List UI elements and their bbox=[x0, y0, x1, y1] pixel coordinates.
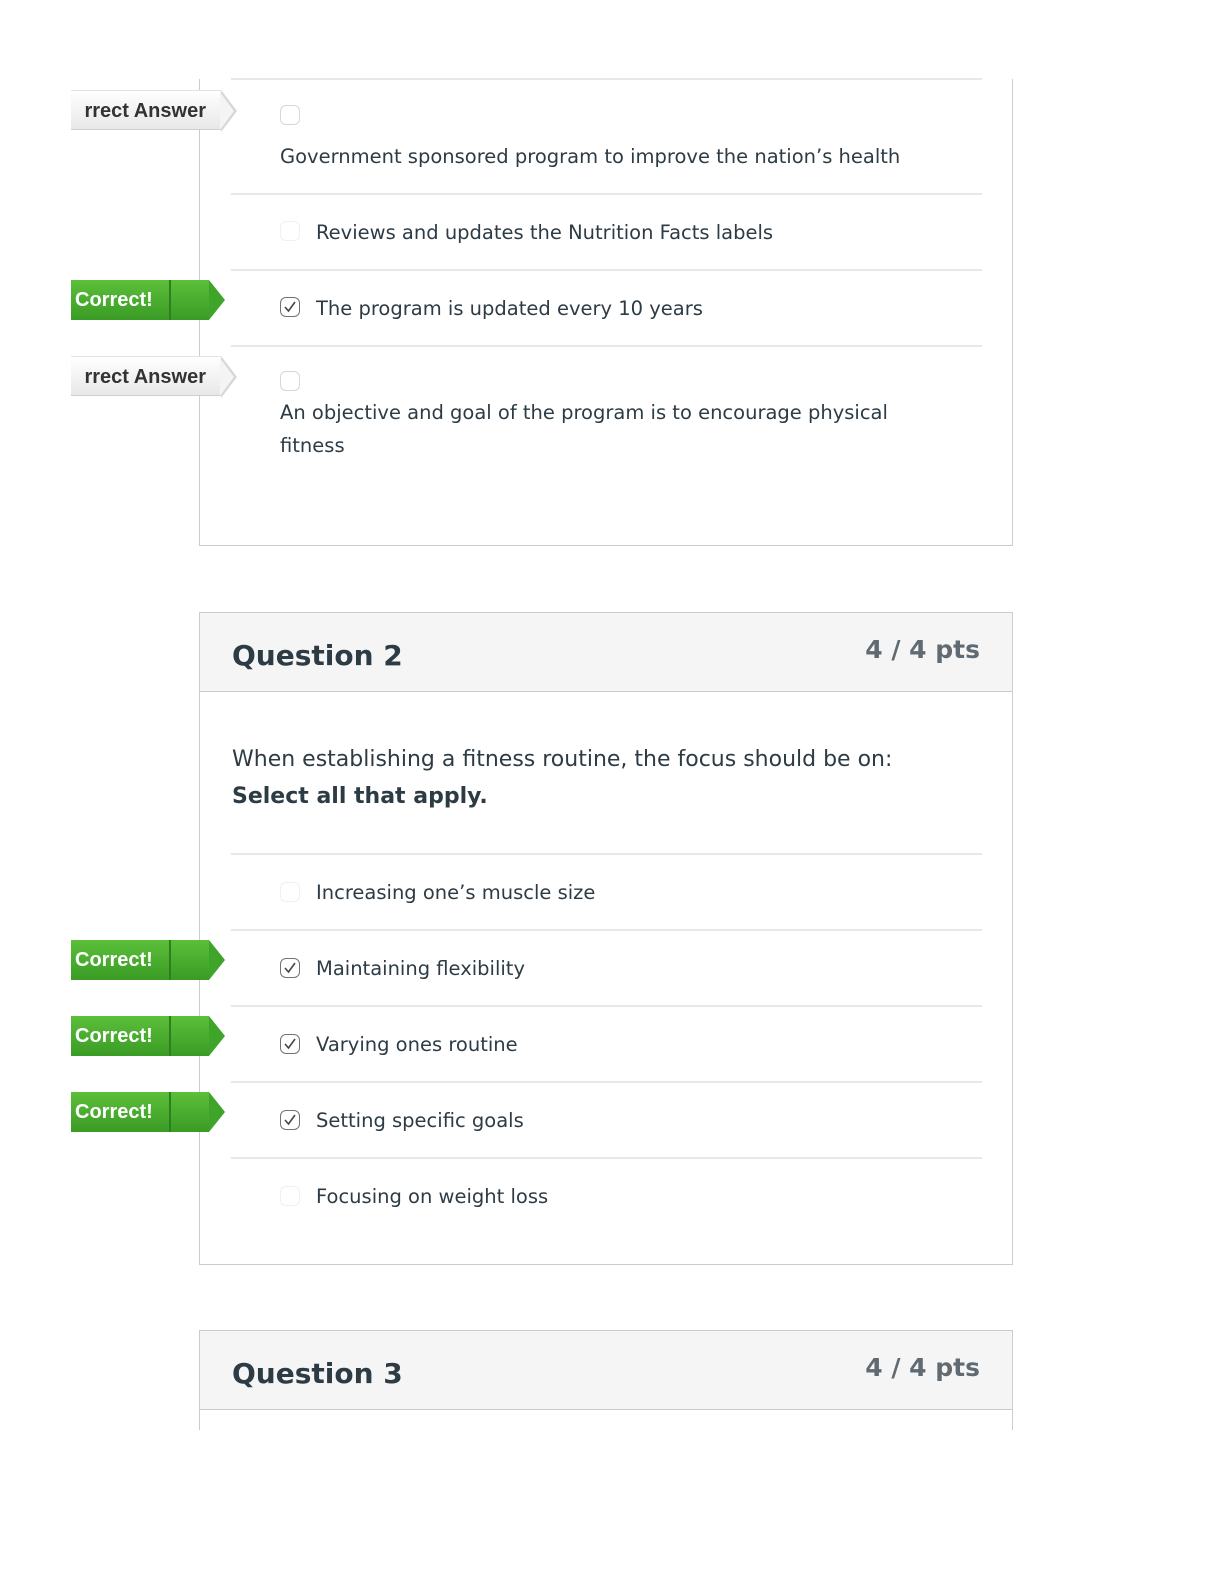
correct-flag: Correct! bbox=[71, 1016, 209, 1056]
question-header bbox=[200, 1331, 1012, 1410]
question-title: Question 3 bbox=[232, 1357, 403, 1390]
answer-checkbox[interactable] bbox=[280, 105, 300, 125]
answer-label: Maintaining flexibility bbox=[316, 957, 525, 980]
question-header bbox=[200, 613, 1012, 692]
question-1-card bbox=[199, 79, 1013, 546]
checkmark-icon bbox=[282, 1112, 298, 1128]
answer-separator bbox=[231, 78, 982, 80]
answer-label: The program is updated every 10 years bbox=[316, 297, 703, 320]
question-points: 4 / 4 pts bbox=[865, 635, 980, 664]
answer-checkbox-checked[interactable] bbox=[280, 958, 300, 978]
answer-label-line-2: fitness bbox=[280, 434, 345, 457]
answer-checkbox-checked[interactable] bbox=[280, 1034, 300, 1054]
answer-checkbox-checked[interactable] bbox=[280, 1110, 300, 1130]
answer-label-line-1: An objective and goal of the program is to encourage physical bbox=[280, 401, 888, 424]
answer-separator bbox=[231, 853, 982, 855]
answer-separator bbox=[231, 929, 982, 931]
checkmark-icon bbox=[282, 1036, 298, 1052]
question-title: Question 2 bbox=[232, 639, 403, 672]
correct-flag: Correct! bbox=[71, 280, 209, 320]
answer-separator bbox=[231, 1081, 982, 1083]
correct-flag: Correct! bbox=[71, 940, 209, 980]
question-prompt bbox=[232, 741, 892, 815]
answer-label: Reviews and updates the Nutrition Facts labels bbox=[316, 221, 774, 244]
answer-separator bbox=[231, 1005, 982, 1007]
answer-separator bbox=[231, 193, 982, 195]
answer-label: Government sponsored program to improve the nation’s health bbox=[280, 145, 901, 168]
question-3-card bbox=[199, 1330, 1013, 1430]
question-prompt-text: When establishing a fitness routine, the focus should be on: bbox=[232, 747, 893, 772]
answer-checkbox[interactable] bbox=[280, 1186, 300, 1206]
answer-separator bbox=[231, 345, 982, 347]
question-points: 4 / 4 pts bbox=[865, 1353, 980, 1382]
answer-checkbox-checked[interactable] bbox=[280, 297, 300, 317]
answer-separator bbox=[231, 269, 982, 271]
checkmark-icon bbox=[282, 299, 298, 315]
correct-answer-flag: rrect Answer bbox=[71, 356, 221, 396]
answer-label: Varying ones routine bbox=[316, 1033, 518, 1056]
answer-checkbox[interactable] bbox=[280, 371, 300, 391]
answer-label: Focusing on weight loss bbox=[316, 1185, 549, 1208]
checkmark-icon bbox=[282, 960, 298, 976]
answer-label: Increasing one’s muscle size bbox=[316, 881, 596, 904]
correct-answer-flag: rrect Answer bbox=[71, 90, 221, 130]
correct-flag: Correct! bbox=[71, 1092, 209, 1132]
question-instruction: Select all that apply. bbox=[232, 784, 488, 809]
question-2-card bbox=[199, 612, 1013, 1265]
answer-checkbox[interactable] bbox=[280, 882, 300, 902]
answer-separator bbox=[231, 1157, 982, 1159]
answer-label: Setting specific goals bbox=[316, 1109, 524, 1132]
answer-checkbox[interactable] bbox=[280, 221, 300, 241]
